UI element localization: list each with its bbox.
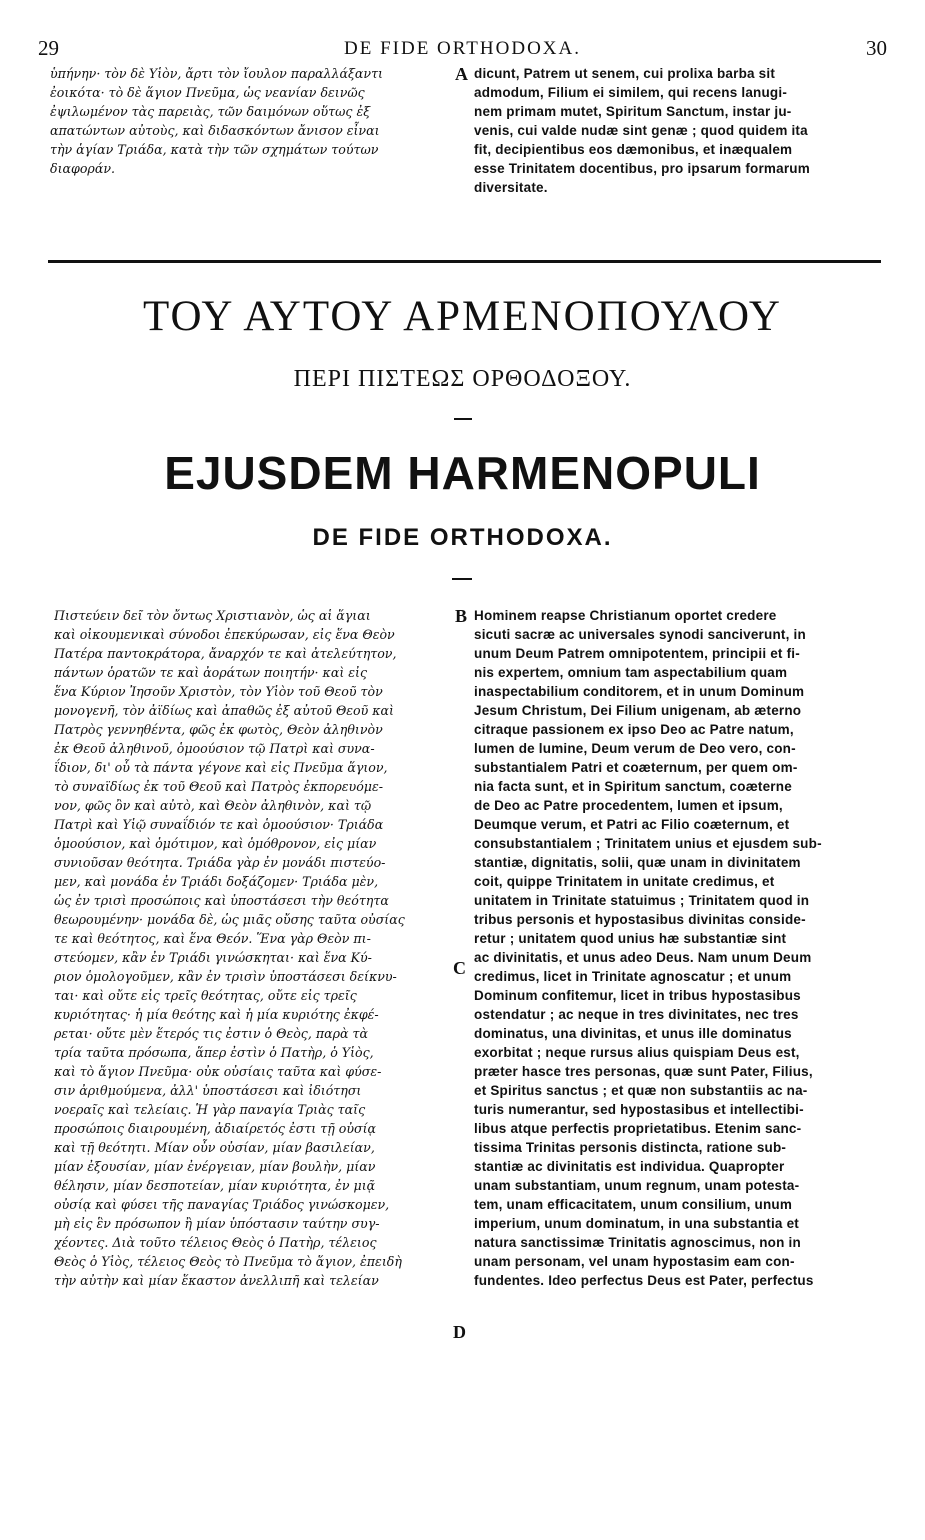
latin-text-line: admodum, Filium ei similem, qui recens lanugi- [474, 85, 788, 100]
latin-text-line: fundentes. Ideo perfectus Deus est Pater, perfectus [474, 1273, 814, 1288]
latin-text-line: ostendatur ; ac neque in tres divinitates, nec tres [474, 1007, 799, 1022]
greek-text-line: Πατρὶ καὶ Υἱῷ συναΐδιόν τε καὶ ὁμοούσιον· Τριάδα [54, 817, 384, 832]
greek-text-line: μονογενῆ, τὸν ἀϊδίως καὶ ἀπαθῶς ἐξ αὐτοῦ Θεοῦ καὶ [54, 703, 394, 718]
latin-text-line: citraque passionem ex ipso Deo ac Patre natum, [474, 722, 794, 737]
greek-text-line: στεύομεν, κἂν ἐν Τριάδι γινώσκηται· καὶ ἕνα Κύ- [54, 950, 372, 965]
greek-text-line: μὴ εἰς ἓν πρόσωπον ἢ μίαν ὑπόστασιν ταύτην συγ- [54, 1216, 380, 1231]
latin-text-line: de Deo ac Patre procedentem, lumen et ipsum, [474, 798, 783, 813]
latin-text-line: consubstantialem ; Trinitatem unius et ejusdem sub- [474, 836, 822, 851]
greek-text-line: καὶ τῇ θεότητι. Μίαν οὖν οὐσίαν, μίαν βασιλείαν, [54, 1140, 375, 1155]
margin-marker-c: C [453, 958, 466, 978]
latin-text-line: unum Deum Patrem omnipotentem, principii et fi- [474, 646, 800, 661]
section-rule [48, 260, 881, 263]
greek-text-line: κυριότητας· ἡ μία θεότης καὶ ἡ μία κυριότης ἐκφέ- [54, 1007, 379, 1022]
greek-text-line: τὴν ἁγίαν Τριάδα, κατὰ τὴν τῶν σχημάτων τούτων [50, 142, 379, 157]
greek-text-line: τὴν αὐτὴν καὶ μίαν ἕκαστον ἀνελλιπῆ καὶ τελείαν [54, 1273, 379, 1288]
greek-text-line: διαφοράν. [50, 161, 115, 176]
latin-text-line: unam substantiam, unum regnum, unam potesta- [474, 1178, 800, 1193]
latin-text-line: Hominem reapse Christianum oportet credere [474, 608, 777, 623]
latin-text-line: sicuti sacræ ac universales synodi sanciverunt, in [474, 627, 806, 642]
greek-text-line: τρία ταῦτα πρόσωπα, ἅπερ ἐστὶν ὁ Πατὴρ, ὁ Υἱὸς, [54, 1045, 374, 1060]
greek-subtitle: ΠΕΡΙ ΠΙΣΤΕΩΣ ΟΡΘΟΔΟΞΟΥ. [293, 366, 632, 392]
latin-text-line: stantiæ, dignitatis, solii, quæ unam in divinitatem [474, 855, 801, 870]
greek-text-line: ἕνα Κύριον Ἰησοῦν Χριστὸν, τὸν Υἱὸν τοῦ Θεοῦ τὸν [54, 684, 383, 699]
greek-text-line: σιν ἀριθμούμενα, ἀλλ' ὑποστάσεσι καὶ ἰδιότησι [54, 1083, 362, 1098]
greek-text-line: ἐψιλωμένον τὰς παρειὰς, τῶν δαιμόνων οὕτως ἐξ [50, 104, 371, 119]
latin-text-line: stantiæ ac divinitatis est individua. Quapropter [474, 1159, 785, 1174]
greek-text-line: χέοντες. Διὰ τοῦτο τέλειος Θεὸς ὁ Πατὴρ, τέλειος [54, 1235, 377, 1250]
latin-text-line: imperium, unum dominatum, in una substantia et [474, 1216, 799, 1231]
latin-text-line: venis, cui valde nudæ sint genæ ; quod quidem ita [474, 123, 808, 138]
margin-marker-b: B [455, 606, 468, 626]
margin-marker-d: D [453, 1322, 466, 1342]
page-number-left: 29 [38, 36, 59, 60]
greek-text-line: μίαν ἐξουσίαν, μίαν ἐνέργειαν, μίαν βουλὴν, μίαν [54, 1159, 376, 1174]
greek-text-line: ὁμοούσιον, καὶ ὁμότιμον, καὶ ὁμόθρονον, εἰς μίαν [54, 836, 377, 851]
greek-text-line: Πατρὸς γεννηθέντα, φῶς ἐκ φωτὸς, Θεὸν ἀληθινὸν [54, 722, 383, 737]
latin-text-line: nis expertem, omnium tam aspectabilium quam [474, 665, 788, 680]
latin-text-line: Jesum Christum, Dei Filium unigenam, ab æterno [474, 703, 802, 718]
greek-text-line: συνιοῦσαν θεότητα. Τριάδα γὰρ ἐν μονάδι πιστεύο- [54, 855, 386, 870]
latin-text-line: diversitate. [474, 180, 548, 195]
page-header [0, 36, 925, 62]
latin-text-line: substantialem Patri et coæternum, per quem om- [474, 760, 798, 775]
latin-text-line: fit, decipientibus eos dæmonibus, et inæqualem [474, 142, 793, 157]
latin-subtitle: DE FIDE ORTHODOXA. [312, 524, 613, 551]
running-title: DE FIDE ORTHODOXA. [344, 38, 581, 59]
greek-text-line: νον, φῶς ὂν καὶ αὐτὸ, καὶ Θεὸν ἀληθινὸν, καὶ τῷ [54, 798, 372, 813]
subtitle-dash [452, 578, 472, 580]
greek-text-line: ὑπήνην· τὸν δὲ Υἱὸν, ἄρτι τὸν ἴουλον παραλλάξαντι [50, 66, 383, 81]
greek-text-line: ριον ὁμολογοῦμεν, κἂν ἐν τρισὶν ὑποστάσεσι δείκνυ- [54, 969, 397, 984]
greek-text-line: ἐοικότα· τὸ δὲ ἅγιον Πνεῦμα, ὡς νεανίαν δεινῶς [50, 85, 365, 100]
margin-marker-a: A [455, 64, 468, 84]
latin-text-line: Dominum confitemur, licet in tribus hypostasibus [474, 988, 801, 1003]
latin-text-line: tribus personis et hypostasibus divinitas conside- [474, 912, 806, 927]
greek-text-line: καὶ τὸ ἅγιον Πνεῦμα· οὐκ οὐσίαις ταῦτα καὶ φύσε- [54, 1064, 382, 1079]
greek-text-line: νοεραῖς καὶ τελείαις. Ἡ γὰρ παναγία Τριὰς ταῖς [54, 1102, 366, 1117]
greek-text-line: Πιστεύειν δεῖ τὸν ὄντως Χριστιανὸν, ὡς αἱ ἅγιαι [54, 608, 371, 623]
latin-text-line: tissima Trinitas personis distincta, ratione sub- [474, 1140, 787, 1155]
main-greek-column [54, 606, 454, 1290]
latin-text-line: lumen de lumine, Deum verum de Deo vero, con- [474, 741, 796, 756]
page-number-right: 30 [866, 36, 887, 60]
latin-text-line: credimus, licet in Trinitate agnoscatur ; et unum [474, 969, 792, 984]
latin-text-line: exorbitat ; neque rursus alius quispiam Deus est, [474, 1045, 800, 1060]
latin-text-line: natura sanctissimæ Trinitatis agnoscimus, non in [474, 1235, 801, 1250]
latin-text-line: turis numerantur, sed hypostasibus et intellectibi- [474, 1102, 804, 1117]
greek-text-line: Θεὸς ὁ Υἱὸς, τέλειος Θεὸς τὸ Πνεῦμα τὸ ἅγιον, ἐπειδὴ [54, 1254, 402, 1269]
greek-text-line: ὡς ἐν τρισὶ προσώποις καὶ ὑποστάσεσι τὴν θεότητα [54, 893, 389, 908]
latin-text-line: libus atque perfectis proprietatibus. Etenim sanc- [474, 1121, 802, 1136]
greek-text-line: μεν, καὶ μονάδα ἐν Τριάδι δοξάζομεν· Τριάδα μὲν, [54, 874, 379, 889]
latin-text-line: Deumque verum, et Patri ac Filio coæternum, et [474, 817, 790, 832]
greek-text-line: προσώποις διαιρουμένη, ἀδιαίρετός ἐστι τῇ οὐσίᾳ [54, 1121, 377, 1136]
greek-text-line: οὐσίᾳ καὶ φύσει τῆς παναγίας Τριάδος γινώσκομεν, [54, 1197, 390, 1212]
latin-title: EJUSDEM HARMENOPULI [164, 447, 761, 499]
latin-text-line: ac divinitatis, et unus adeo Deus. Nam unum Deum [474, 950, 812, 965]
greek-title: ΤΟΥ ΑΥΤΟΥ ΑΡΜΕΝΟΠΟΥΛΟΥ [143, 293, 782, 340]
greek-text-line: τὸ συναϊδίως ἐκ τοῦ Θεοῦ καὶ Πατρὸς ἐκπορευόμε- [54, 779, 383, 794]
latin-text-line: esse Trinitatem docentibus, pro ipsarum formarum [474, 161, 810, 176]
greek-text-line: ἐκ Θεοῦ ἀληθινοῦ, ὁμοούσιον τῷ Πατρὶ καὶ συνα- [54, 741, 375, 756]
latin-text-line: nem primam mutet, Spiritum Sanctum, instar ju- [474, 104, 792, 119]
latin-text-line: præter hasce tres personas, quæ sunt Pater, Filius, [474, 1064, 813, 1079]
greek-text-line: ται· καὶ οὔτε εἰς τρεῖς θεότητας, οὔτε εἰς τρεῖς [54, 988, 357, 1003]
latin-text-line: dicunt, Patrem ut senem, cui prolixa barba sit [474, 66, 776, 81]
greek-text-line: πάντων ὁρατῶν τε καὶ ἀοράτων ποιητήν· καὶ εἰς [54, 665, 368, 680]
latin-text-line: inaspectabilium conditorem, et in unum Dominum [474, 684, 805, 699]
greek-text-line: απατώντων αὐτοὺς, καὶ διδασκόντων ἄνισον εἶναι [50, 123, 380, 138]
latin-text-line: et Spiritus sanctus ; et quæ non substantiis ac na- [474, 1083, 808, 1098]
latin-text-line: dominatus, una divinitas, et unus ille dominatus [474, 1026, 792, 1041]
top-greek-column [50, 64, 455, 178]
greek-text-line: τε καὶ θεότητος, καὶ ἕνα Θεόν. Ἕνα γὰρ Θεὸν πι- [54, 931, 371, 946]
greek-text-line: ρεται· οὔτε μὲν ἕτερός τις ἐστιν ὁ Θεὸς, παρὰ τὰ [54, 1026, 369, 1041]
greek-text-line: θεωρουμένην· μονάδα δὲ, ὡς μιᾶς οὔσης ταῦτα οὐσίας [54, 912, 405, 927]
latin-text-line: nia facta sunt, et in Spiritum sanctum, coæterne [474, 779, 792, 794]
greek-text-line: καὶ οἰκουμενικαὶ σύνοδοι ἐπεκύρωσαν, εἰς ἕνα Θεὸν [54, 627, 395, 642]
main-latin-column [474, 606, 894, 1290]
latin-text-line: tem, unam efficacitatem, unum consilium, unum [474, 1197, 793, 1212]
title-dash [454, 418, 472, 420]
greek-text-line: θέλησιν, μίαν δεσποτείαν, μίαν κυριότητα, ἐν μιᾷ [54, 1178, 376, 1193]
greek-text-line: ΐδιον, δι' οὗ τὰ πάντα γέγονε καὶ εἰς Πνεῦμα ἅγιον, [54, 760, 388, 775]
latin-text-line: retur ; unitatem quod unius hæ substantiæ sint [474, 931, 787, 946]
latin-text-line: unam personam, vel unam hypostasim eam con- [474, 1254, 795, 1269]
latin-text-line: unitatem in Trinitate statuimus ; Trinitatem quod in [474, 893, 810, 908]
greek-text-line: Πατέρα παντοκράτορα, ἄναρχόν τε καὶ ἀτελεύτητον, [54, 646, 397, 661]
top-latin-column [474, 64, 894, 197]
latin-text-line: coit, quippe Trinitatem in unitate credimus, et [474, 874, 775, 889]
